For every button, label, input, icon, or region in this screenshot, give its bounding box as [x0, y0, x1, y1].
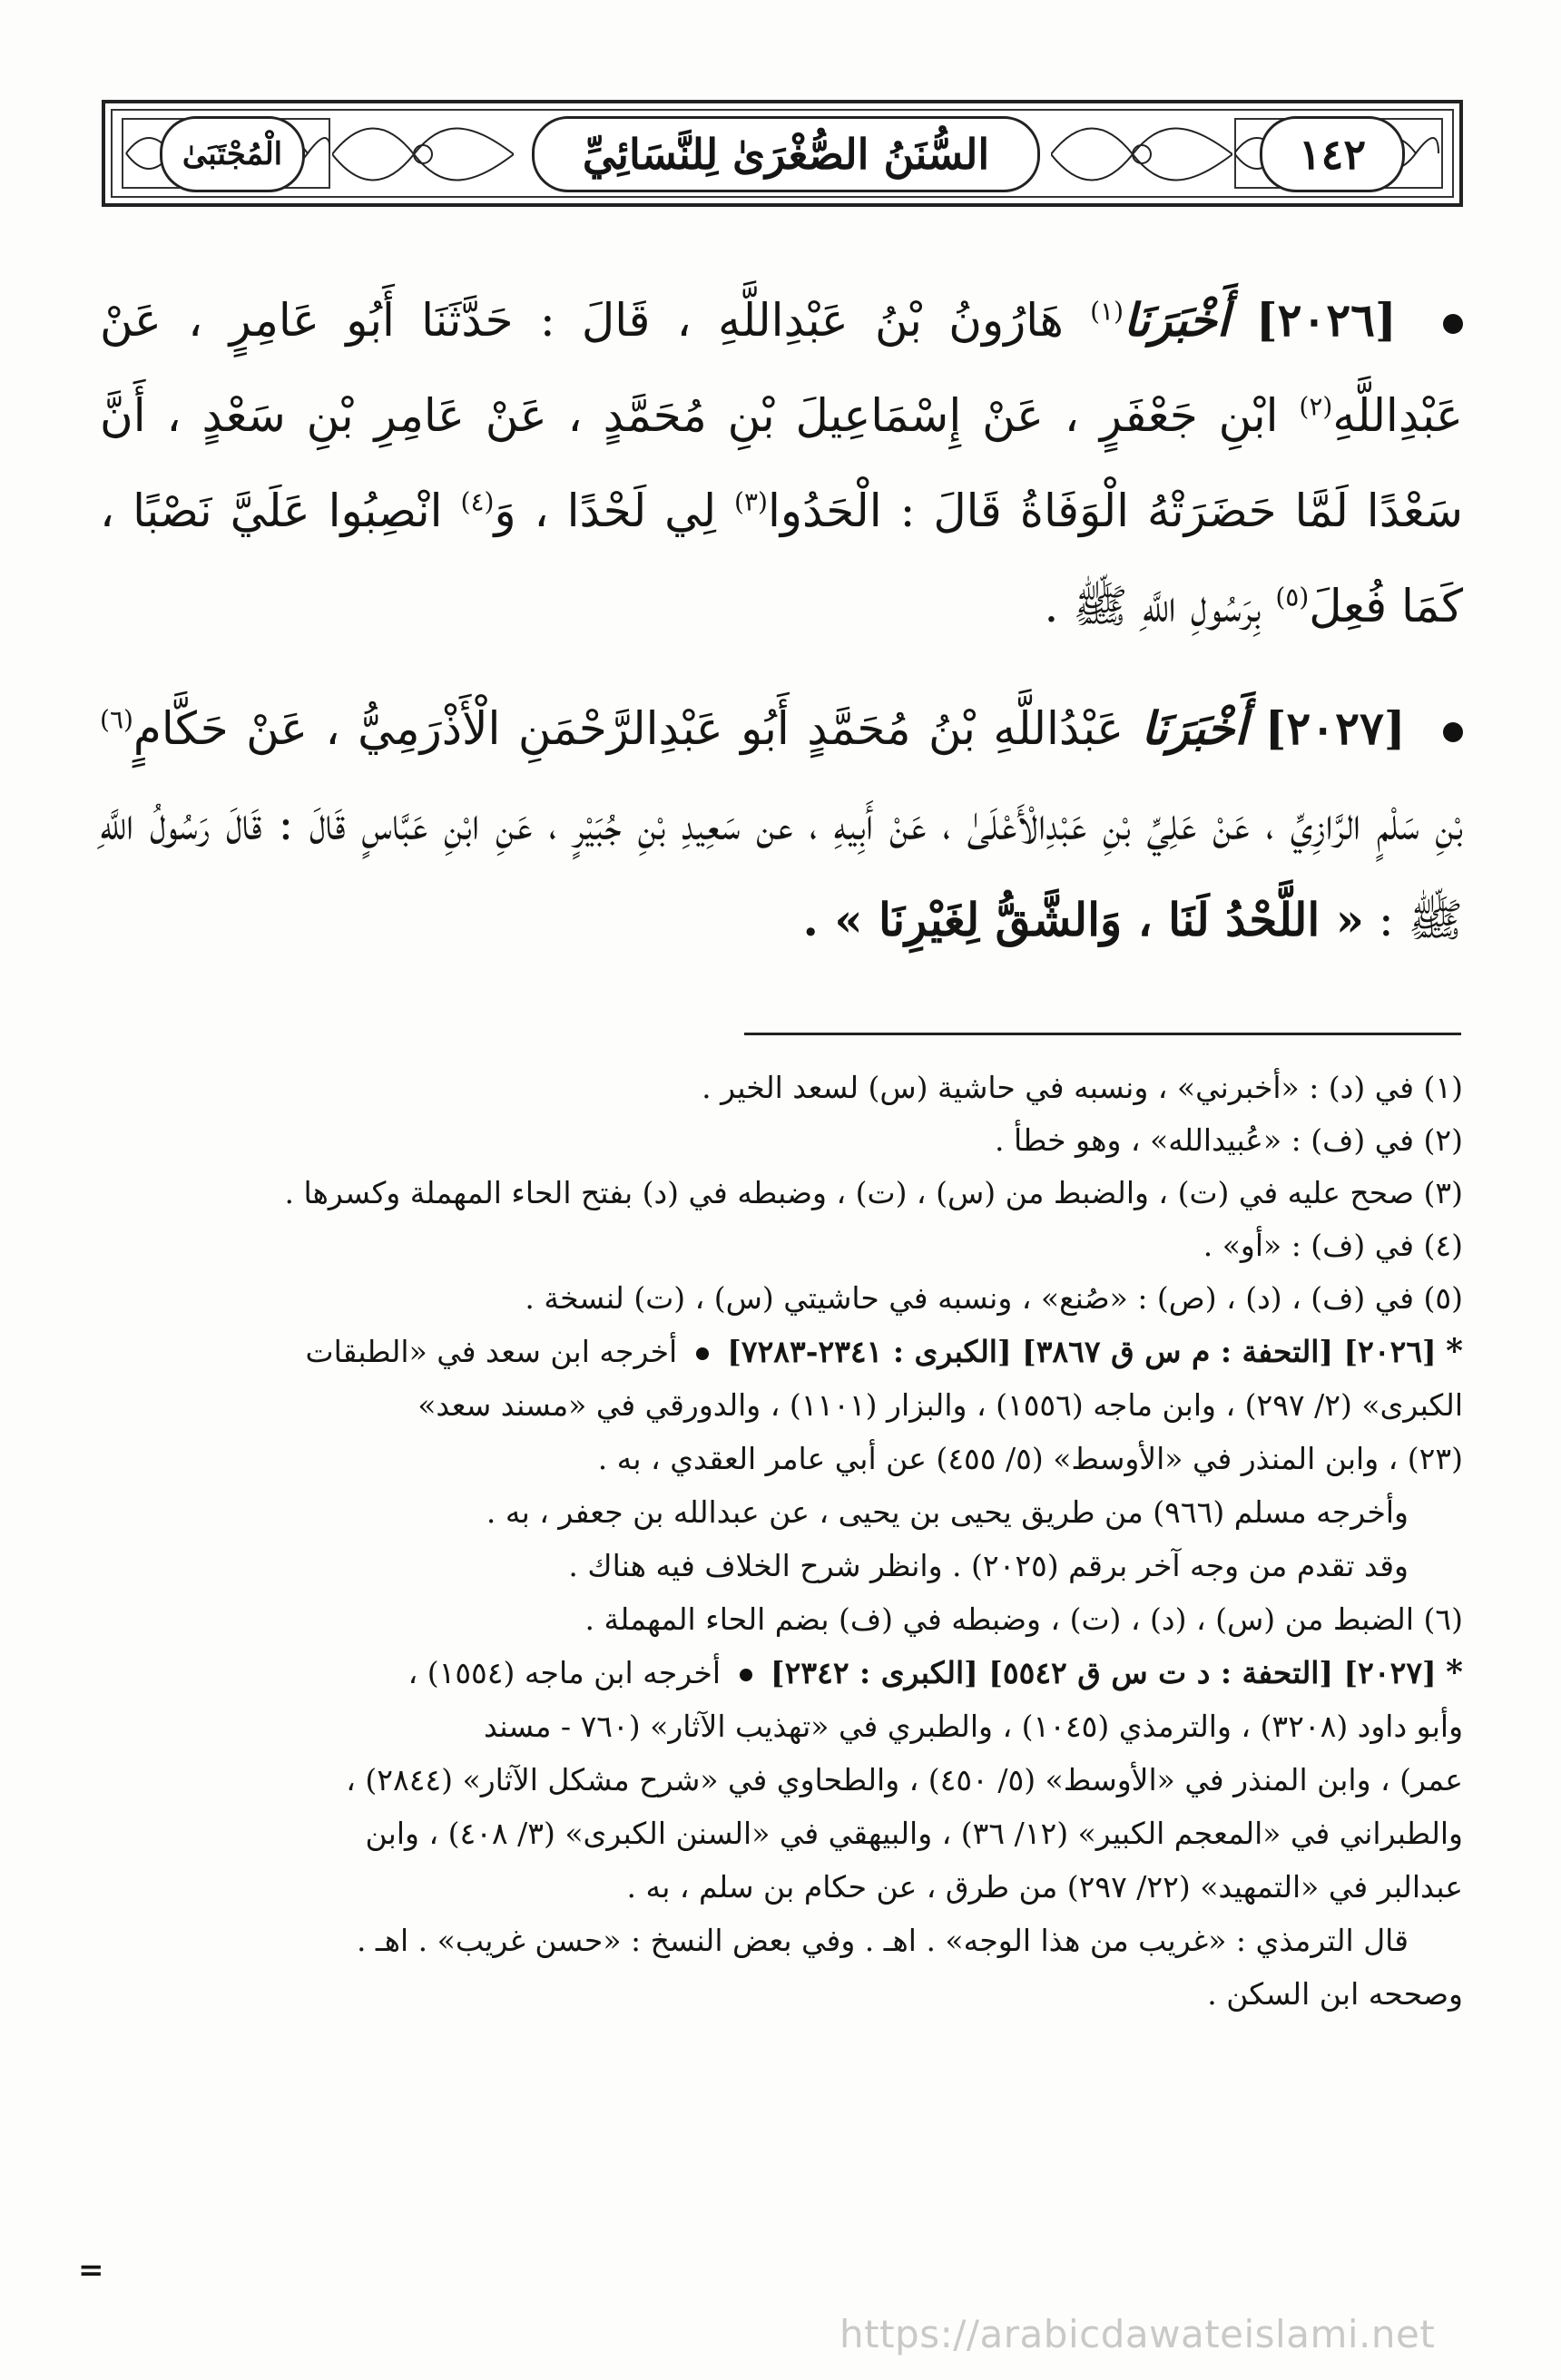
takhrij-2026	[100, 1325, 1463, 1646]
takhrij-text: عبدالبر في «التمهيد» (٢٢/ ٢٩٧) من طرق ، عن حكام بن سلم ، به .	[626, 1869, 1463, 1905]
takhrij-text: عمر) ، وابن المنذر في «الأوسط» (٥/ ٤٥٠) ، والطحاوي في «شرح مشكل الآثار» (٢٨٤٤) ،	[346, 1762, 1463, 1797]
takhrij-text: والطبراني في «المعجم الكبير» (١٢/ ٣٦) ، والبيهقي في «السنن الكبرى» (٣/ ٤٠٨) ، وابن	[365, 1816, 1463, 1851]
takhrij-text: وصححه ابن السكن .	[1207, 1976, 1463, 2012]
hadith-text: عَبْدُاللَّهِ بْنُ مُحَمَّدٍ أَبُو عَبْدِالرَّحْمَنِ الْأَذْرَمِيُّ ، عَنْ حَكَّامٍ	[133, 702, 1124, 755]
takhrij-text: قال الترمذي : «غريب من هذا الوجه» . اهـ . وفي بعض النسخ : «حسن غريب» . اهـ .	[356, 1923, 1409, 1958]
hadith-2026	[100, 272, 1463, 654]
hadith-text: عَبَّاسٍ قَالَ : قَالَ رَسُولُ اللَّهِ ﷺ :	[100, 798, 1463, 946]
bullet-icon	[696, 1347, 709, 1360]
footnote-separator	[744, 1033, 1461, 1035]
hadith-text: انْصِبُوا عَلَيَّ نَصْبًا ، كَمَا فُعِلَ	[100, 485, 1463, 632]
hadith-text: هَارُونُ بْنُ عَبْدِاللَّهِ ، قَالَ : حَدَّثَنَا أَبُو عَامِرٍ ، عَنْ عَبْدِاللَّهِ	[100, 294, 1463, 442]
takhrij-text: وأخرجه مسلم (٩٦٦) من طريق يحيى بن يحيى ، عن عبدالله بن جعفر ، به .	[486, 1494, 1409, 1530]
star-icon: *	[1446, 1332, 1463, 1370]
footnote-ref: (٥)	[1275, 582, 1310, 612]
bullet-icon	[1443, 314, 1463, 334]
footnote-ref: (٤)	[460, 486, 495, 517]
bullet-icon	[740, 1669, 752, 1681]
watermark-url: https://arabicdawateislami.net	[839, 2312, 1436, 2356]
hadith-number: [٢٠٢٦]	[1255, 293, 1397, 347]
footnote-ref: (٢)	[1299, 391, 1333, 422]
footnotes-block	[100, 1062, 1463, 1325]
takhrij-reference: [٢٠٢٦] [التحفة : م س ق ٣٨٦٧] [الكبرى : ٢٣٤١-٧٢٨٣]	[727, 1334, 1437, 1369]
hadith-text: حَضَرَتْهُ الْوَفَاةُ قَالَ : الْحَدُوا	[767, 485, 1277, 537]
footnote-2: (٢) في (ف) : «عُبيدالله» ، وهو خطأ .	[995, 1122, 1463, 1158]
footnote-3: (٣) صحح عليه في (ت) ، والضبط من (س) ، (ت) ، وضبطه في (د) بفتح الحاء المهملة وكسرها .	[284, 1175, 1463, 1210]
footnote-ref: (١)	[1090, 296, 1124, 327]
footnote-ref: (٦)	[100, 704, 133, 735]
takhrij-2027	[100, 1646, 1463, 2021]
takhrij-text: وقد تقدم من وجه آخر برقم (٢٠٢٥) . وانظر شرح الخلاف فيه هناك .	[568, 1548, 1409, 1583]
ornament-band-left-icon	[332, 120, 514, 189]
ornament-band-right-icon	[1051, 120, 1232, 189]
page-number: ١٤٢	[1298, 130, 1367, 179]
hadith-text: بِرَسُولِ اللَّهِ ﷺ .	[1044, 580, 1262, 632]
footnote-4: (٤) في (ف) : «أو» .	[1203, 1228, 1463, 1263]
bullet-icon	[1443, 722, 1463, 742]
takhrij-text: أخرجه ابن ماجه (١٥٥٤) ،	[407, 1655, 722, 1690]
takhrij-text: الكبرى» (٢/ ٢٩٧) ، وابن ماجه (١٥٥٦) ، والبزار (١١٠١) ، والدورقي في «مسند سعد»	[417, 1387, 1463, 1423]
takhrij-text: أخرجه ابن سعد في «الطبقات	[305, 1334, 678, 1369]
takhrij-text: وأبو داود (٣٢٠٨) ، والترمذي (١٠٤٥) ، والطبري في «تهذيب الآثار» (٧٦٠ - مسند	[484, 1709, 1463, 1744]
continuation-mark: =	[78, 2252, 104, 2288]
hadith-text: لِي لَحْدًا ، وَ	[494, 485, 717, 537]
page-header-frame	[102, 100, 1463, 207]
takhrij-text: (٢٣) ، وابن المنذر في «الأوسط» (٥/ ٤٥٥) عن أبي عامر العقدي ، به .	[597, 1441, 1463, 1476]
footnote-ref: (٣)	[734, 486, 768, 517]
footnote-5: (٥) في (ف) ، (د) ، (ص) : «صُنع» ، ونسبه في حاشيتي (س) ، (ت) لنسخة .	[525, 1280, 1463, 1316]
running-label-cartouche	[160, 116, 305, 192]
prophetic-saying: « اللَّحْدُ لَنَا ، وَالشَّقُّ لِغَيْرِنَا » .	[802, 893, 1364, 946]
page-title: السُّنَنُ الصُّغْرَىٰ لِلنَّسَائِيِّ	[582, 130, 990, 179]
hadith-text: سَلْمٍ الرَّازِيِّ ، عَنْ عَلِيِّ بْنِ عَبْدِالْأَعْلَىٰ ، عَنْ أَبِيهِ ، عن سَعِيدِ بْنِ جُبَيْرٍ ، عَنِ ابْنِ	[444, 798, 1419, 850]
akhbarana-word: أَخْبَرَنَا	[1141, 701, 1248, 755]
star-icon: *	[1446, 1653, 1463, 1691]
akhbarana-word: أَخْبَرَنَا	[1124, 293, 1230, 347]
hadith-text: ابْنِ جَعْفَرٍ ، عَنْ إِسْمَاعِيلَ بْنِ مُحَمَّدٍ ، عَنْ عَامِرِ بْنِ سَعْدٍ ، أَنَّ سَعْدًا لَمَّا	[100, 389, 1463, 537]
hadith-text: بْنِ	[1435, 798, 1463, 850]
page-number-cartouche	[1260, 116, 1405, 192]
footnote-1: (١) في (د) : «أخبرني» ، ونسبه في حاشية (س) لسعد الخير .	[702, 1070, 1463, 1105]
footnote-6: (٦) الضبط من (س) ، (د) ، (ت) ، وضبطه في (ف) بضم الحاء المهملة .	[584, 1601, 1463, 1637]
takhrij-reference: [٢٠٢٧] [التحفة : د ت س ق ٥٥٤٢] [الكبرى : ٢٣٤٢]	[771, 1655, 1437, 1690]
hadith-number: [٢٠٢٧]	[1264, 701, 1406, 755]
title-cartouche	[532, 116, 1040, 192]
hadith-2027	[100, 681, 1463, 968]
running-label: الْمُجْتَبَىٰ	[182, 136, 283, 172]
